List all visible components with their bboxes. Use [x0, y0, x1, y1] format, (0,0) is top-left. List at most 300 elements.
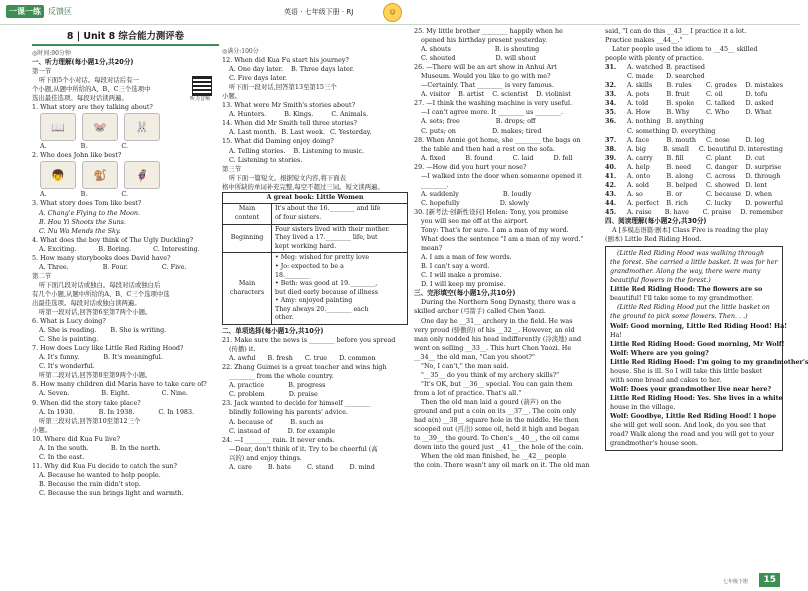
- question: 14. When did Mr Smith tell three stories?: [222, 119, 357, 128]
- option-choice[interactable]: A. so: [627, 189, 643, 198]
- option-choice[interactable]: C. danger: [706, 162, 738, 171]
- option-choice[interactable]: D. remember: [740, 207, 783, 216]
- cloze-line: Then the old man laid a gourd (葫芦) on the: [421, 397, 562, 406]
- option-choice[interactable]: C. showed: [706, 180, 740, 189]
- instruction-line: 小题。: [222, 92, 242, 101]
- option-b[interactable]: B.: [80, 142, 88, 151]
- part-label: 第一节: [32, 67, 52, 76]
- column-2: [222, 27, 408, 472]
- option[interactable]: C. In 1983.: [158, 407, 195, 416]
- options-row: [222, 128, 408, 137]
- question-cont: 兴的) and enjoy things.: [229, 453, 302, 462]
- option-row: [605, 117, 783, 126]
- question: 23. Jack wanted to decide for himself ________: [222, 399, 371, 408]
- option[interactable]: A. In 1930.: [39, 407, 75, 416]
- question: 4. What does the boy think of The Ugly Duckling?: [32, 235, 194, 244]
- play-line: Little Red Riding Hood: Good morning, Mr Wolf!: [610, 339, 785, 348]
- option[interactable]: B. fresh: [267, 354, 293, 363]
- option-choice[interactable]: B. rich: [666, 198, 688, 207]
- instruction-line: 听下面5个小对话。每段对话后有一: [39, 76, 139, 85]
- option-row: [605, 208, 783, 217]
- option[interactable]: B. Hou Yi Shoots the Suns.: [39, 217, 126, 226]
- option-choice[interactable]: B. along: [666, 171, 694, 180]
- option-choice[interactable]: A. watched: [627, 63, 664, 72]
- option[interactable]: B. She is writing.: [110, 326, 167, 335]
- qr-code-icon[interactable]: [192, 76, 212, 96]
- question: 24. —I ________ rain. It never ends.: [222, 435, 335, 444]
- option-b[interactable]: B.: [80, 190, 88, 199]
- option[interactable]: B. Last week.: [281, 128, 325, 137]
- reading-intro: A [多模态语篇·剧本] Class Five is reading the play: [612, 226, 769, 235]
- question: 21. Make sure the news is ________ before you spread: [222, 336, 396, 345]
- cloze-options: [605, 63, 783, 217]
- option[interactable]: B. Three days later.: [290, 65, 355, 74]
- option-choice[interactable]: C. grades: [705, 81, 737, 90]
- option[interactable]: C. instead of: [229, 426, 270, 435]
- table-text: kept working hard.: [275, 242, 337, 250]
- mascot-icon: ☺: [383, 3, 402, 22]
- question: 3. What story does Tom like best?: [32, 199, 142, 208]
- table-text: • Amy: enjoyed painting: [275, 297, 353, 305]
- option-choice[interactable]: A. carry: [627, 153, 653, 162]
- option[interactable]: D. common: [339, 354, 376, 363]
- option[interactable]: A. Telling stories.: [229, 146, 286, 155]
- instruction-line: 听下面一篇短文。根据短文内容,将下面表: [229, 173, 347, 182]
- question: 28. When Annie got home, she ________ the bags on: [414, 135, 581, 144]
- option-row: [605, 127, 783, 136]
- option[interactable]: D. slowly: [499, 198, 530, 207]
- option-number: 32.: [605, 81, 617, 90]
- option-choice[interactable]: A. told: [627, 99, 649, 108]
- option[interactable]: D. will shout: [495, 54, 537, 63]
- option-choice[interactable]: A. nothing: [627, 117, 661, 126]
- option-choice[interactable]: [746, 72, 783, 81]
- option[interactable]: A. Chang'e Flying to the Moon.: [39, 208, 140, 217]
- option[interactable]: C. shouted: [421, 54, 456, 63]
- question: 22. Zhang Guimei is a great teacher and wins high: [222, 363, 387, 372]
- option[interactable]: B. Kings.: [284, 110, 314, 119]
- option-choice[interactable]: A. raise: [627, 207, 652, 216]
- question: 6. What is Lucy doing?: [32, 317, 106, 326]
- mouse-picture-icon[interactable]: 🐭: [82, 113, 118, 141]
- question: 27. —I think the washing machine is very useful.: [414, 99, 573, 108]
- play-line: house. She is ill. So I will take this little basket: [610, 366, 763, 375]
- option-row: [605, 108, 783, 117]
- option-choice[interactable]: C. Who: [706, 108, 730, 117]
- blank-16-line[interactable]: It's about the 16.________ and life: [275, 205, 381, 213]
- row-content: [272, 253, 408, 325]
- option-choice[interactable]: [746, 117, 784, 126]
- options-row: [222, 354, 408, 363]
- part-label: 第三节: [222, 164, 242, 173]
- option[interactable]: D. for example: [287, 426, 336, 435]
- option[interactable]: A. fixed: [421, 153, 446, 162]
- option[interactable]: C. Listening to stories.: [229, 155, 303, 164]
- option[interactable]: C. hopefully: [421, 198, 460, 207]
- options-row: [414, 199, 602, 208]
- option[interactable]: C. puts; on: [421, 126, 456, 135]
- option[interactable]: C. Nine.: [161, 389, 188, 398]
- option-number: 45.: [605, 207, 617, 216]
- option[interactable]: A. Because he wanted to help people.: [39, 470, 161, 479]
- option[interactable]: D. mind: [349, 462, 375, 471]
- section-title: 三、完形填空(每小题1分,共10分): [414, 289, 516, 298]
- info-table: [222, 192, 408, 325]
- option-number: 43.: [605, 189, 617, 198]
- options-row: [222, 381, 408, 390]
- option-choice[interactable]: C. plant: [706, 153, 732, 162]
- option[interactable]: B. hate: [267, 462, 291, 471]
- option[interactable]: C. I will make a promise.: [421, 271, 502, 280]
- rabbit-picture-icon[interactable]: 🐰: [124, 113, 160, 141]
- option-choice[interactable]: B. anything: [666, 117, 704, 126]
- instruction-line: 出最佳选项。每段对话或独白读两遍。: [32, 298, 141, 307]
- question-cont: —I can't agree more. It ________ us ________.: [421, 108, 563, 117]
- option[interactable]: B. I can't say a word.: [421, 262, 490, 271]
- cloze-line: One day he __31__ archery in the field. He was: [421, 316, 573, 325]
- option[interactable]: B. is shouting: [494, 45, 540, 54]
- option[interactable]: B. Because the rain didn't stop.: [39, 479, 141, 488]
- option-choice[interactable]: C. nose: [706, 135, 730, 144]
- table-row: [223, 204, 408, 224]
- option-choice[interactable]: D. tofu: [745, 90, 768, 99]
- option-c[interactable]: C.: [121, 142, 129, 151]
- row-label: Main content: [223, 204, 272, 224]
- option[interactable]: B. In 1938.: [98, 407, 135, 416]
- question: 9. When did the story take place?: [32, 398, 141, 407]
- instruction-line: 选出最佳选项。每段对话读两遍。: [32, 94, 128, 103]
- option[interactable]: D. makes; tired: [491, 126, 542, 135]
- option-row: [605, 81, 783, 90]
- option-row: [605, 190, 783, 199]
- play-line: Little Red Riding Hood: The flowers are so: [610, 285, 763, 294]
- option-row: [605, 136, 783, 145]
- option[interactable]: A. Hunters.: [229, 110, 267, 119]
- option[interactable]: D. violinist: [536, 90, 571, 99]
- option[interactable]: C. problem: [229, 390, 265, 399]
- option-choice[interactable]: B. or: [666, 189, 683, 198]
- option-choice[interactable]: B. rules: [666, 81, 692, 90]
- option-a[interactable]: A.: [40, 142, 47, 151]
- option[interactable]: B. found: [465, 153, 493, 162]
- option[interactable]: B. In the north.: [110, 443, 161, 452]
- option-choice[interactable]: [751, 127, 783, 136]
- option[interactable]: C. true: [304, 354, 328, 363]
- option-row: [605, 72, 783, 81]
- table-text: • Meg: wished for pretty love: [275, 254, 370, 262]
- options-row: [414, 190, 602, 199]
- table-text: of four sisters.: [275, 213, 322, 221]
- instruction-line: 听第一段对话,回答第6至第7两个小题。: [39, 308, 152, 317]
- option-choice[interactable]: B. small: [662, 144, 689, 153]
- cloze-line: "__35__ do you think of my archery skills?": [421, 370, 560, 379]
- instruction-line: 个小题,从题中所给的A、B、C三个选项中: [32, 85, 151, 94]
- row-label: Main characters: [223, 253, 272, 325]
- section-title: 二、单项选择(每小题1分,共10分): [222, 327, 324, 336]
- blank-17-line[interactable]: They lived a 17.________ life, but: [275, 234, 378, 242]
- brand-logo: 一课一练: [6, 5, 44, 18]
- question: 30. [新考法·创新性设问] Helen: Tony, you promise: [414, 207, 569, 216]
- option[interactable]: A. She is reading.: [39, 326, 97, 335]
- option[interactable]: D. I will keep my promise.: [421, 280, 506, 289]
- option-choice[interactable]: C. talked: [706, 99, 735, 108]
- option[interactable]: B. Eight.: [101, 389, 130, 398]
- option-choice[interactable]: [707, 72, 744, 81]
- feedback-label: 反馈区: [48, 7, 72, 16]
- question-cont: you will see me off at the airport.: [421, 216, 529, 225]
- options-row: [414, 45, 602, 54]
- option-row: [605, 99, 783, 108]
- picture-options: [32, 160, 219, 190]
- option-number: [605, 72, 625, 81]
- option-choice[interactable]: A. face: [627, 135, 650, 144]
- options-row: [222, 463, 408, 472]
- row-content: [272, 224, 408, 253]
- section-title: 一、听力理解(每小题1分,共20分): [32, 58, 134, 67]
- option-choice[interactable]: D. lent: [745, 180, 767, 189]
- option-choice[interactable]: A. sold: [627, 180, 649, 189]
- question-cont: ________ from the whole country.: [229, 372, 334, 381]
- option-choice[interactable]: D. searched: [666, 72, 705, 81]
- option[interactable]: A. Exciting.: [39, 244, 77, 253]
- option[interactable]: B. Four.: [102, 262, 128, 271]
- cloze-line: very proud (骄傲的) of his __32__. However, an old: [414, 325, 575, 334]
- option[interactable]: A. Three.: [39, 262, 69, 271]
- question: 12. When did Kua Fu start his journey?: [222, 56, 349, 65]
- book-picture-icon[interactable]: 📖: [40, 113, 76, 141]
- option[interactable]: A. Last month.: [229, 128, 277, 137]
- option-choice[interactable]: D. What: [745, 108, 772, 117]
- question: 7. How does Lucy like Little Red Riding Hood?: [32, 344, 184, 353]
- option[interactable]: B. Listening to music.: [293, 146, 365, 155]
- option-row: [605, 90, 783, 99]
- question-cont: —Dear, don't think of it. Try to be cheerful (高: [229, 444, 378, 453]
- blank-20-line[interactable]: They always 20.________ each: [275, 305, 369, 313]
- table-title: A great book: Little Women: [223, 192, 408, 204]
- option[interactable]: C. Five.: [161, 262, 187, 271]
- question-cont: mean?: [421, 244, 443, 253]
- options-row: [32, 389, 219, 398]
- option[interactable]: A. One day later.: [229, 65, 283, 74]
- option-choice[interactable]: B. helped: [666, 180, 698, 189]
- option[interactable]: A. sets; free: [421, 117, 460, 126]
- instruction-line: 听下面一段对话,回答第13至第15三个: [229, 83, 337, 92]
- option-choice[interactable]: A. How: [627, 108, 651, 117]
- option-number: 42.: [605, 180, 617, 189]
- options-row: [222, 418, 408, 427]
- option[interactable]: C. laid: [512, 153, 534, 162]
- unit-title: 8 | Unit 8 综合能力测评卷: [32, 30, 219, 46]
- option-choice[interactable]: B. Why: [666, 108, 690, 117]
- option-choice[interactable]: [706, 117, 744, 126]
- options-row: [414, 90, 602, 99]
- option-row: [605, 154, 783, 163]
- question-cont: —I walked into the door when someone opened it: [421, 171, 582, 180]
- play-line: the forest. She carried a little basket. It was for her: [610, 258, 778, 267]
- option[interactable]: A. In the south.: [39, 443, 89, 452]
- option[interactable]: A. visitor: [421, 90, 451, 99]
- option[interactable]: A. It's funny.: [39, 353, 80, 362]
- play-line: Wolf: Good morning, Little Red Riding Hood! Ha!: [610, 321, 788, 330]
- question-cont: opened his birthday present yesterday.: [421, 36, 548, 45]
- play-line: (Little Red Riding Hood put the little basket on: [617, 303, 770, 312]
- option-choice[interactable]: A. perfect: [627, 198, 659, 207]
- option-choice[interactable]: B. need: [666, 162, 692, 171]
- option-choice[interactable]: D. everything: [671, 126, 716, 135]
- option[interactable]: B. Boring.: [98, 244, 132, 253]
- option[interactable]: C. Nu Wa Mends the Sky.: [39, 226, 121, 235]
- option-choice[interactable]: C. lucky: [705, 198, 732, 207]
- blank-19-line[interactable]: • Beth: was good at 19.________,: [275, 280, 378, 288]
- option-number: 37.: [605, 135, 617, 144]
- blank-18-line[interactable]: 18.________: [275, 271, 311, 279]
- option-choice[interactable]: B. fruit: [666, 90, 690, 99]
- option[interactable]: C. Animals.: [331, 110, 369, 119]
- option-row: [605, 199, 783, 208]
- question-cont: —Certainly. That ________ is very famous.: [421, 81, 554, 90]
- option-choice[interactable]: A. help: [627, 162, 650, 171]
- option-choice[interactable]: [746, 63, 783, 72]
- hero-picture-icon[interactable]: 🦸: [124, 161, 160, 189]
- boy-picture-icon[interactable]: 👦: [40, 161, 76, 189]
- cloze-line: "No, I can't," the man said.: [421, 361, 509, 370]
- play-line: beautiful! I'll take some to my grandmother.: [610, 294, 754, 303]
- footer-note: 七年级下册: [722, 579, 748, 585]
- option-choice[interactable]: C. praise: [702, 207, 732, 216]
- option-choice[interactable]: C. oil: [706, 90, 723, 99]
- option[interactable]: A. suddenly: [421, 189, 459, 198]
- option[interactable]: B. artist: [458, 90, 485, 99]
- option-number: 38.: [605, 144, 617, 153]
- option-choice[interactable]: D. cut: [745, 153, 765, 162]
- option-choice[interactable]: C. beautiful: [698, 144, 737, 153]
- option-choice[interactable]: B. spoke: [666, 99, 695, 108]
- question: 5. How many storybooks does David have?: [32, 253, 171, 262]
- table-text: Four sisters lived with their mother.: [275, 225, 390, 233]
- options-row: [32, 263, 219, 272]
- option-choice[interactable]: B. fill: [666, 153, 684, 162]
- option[interactable]: C. Because the sun brings light and warmth.: [39, 488, 184, 497]
- options-row: [414, 127, 602, 136]
- option-choice[interactable]: B. practised: [665, 63, 706, 72]
- option-choice[interactable]: B. mouth: [666, 135, 696, 144]
- options-row: [222, 110, 408, 119]
- play-line: beautiful flowers in the forest.): [610, 276, 711, 285]
- option[interactable]: D. praise: [288, 390, 318, 399]
- question-cont: (传播) it.: [229, 345, 256, 354]
- row-content: [272, 204, 408, 224]
- option-choice[interactable]: C. because: [706, 189, 742, 198]
- option-choice[interactable]: C. something: [627, 126, 670, 135]
- option[interactable]: C. Interesting.: [153, 244, 200, 253]
- option-choice[interactable]: D. asked: [745, 99, 774, 108]
- play-line: (Little Red Riding Hood was walking through: [617, 249, 765, 258]
- cloze-line: down into the gourd just __41__ the hole of the coin.: [414, 443, 584, 452]
- instruction-line: 听第二段对话,回答第8至第9两个小题。: [39, 371, 152, 380]
- option[interactable]: B. It's meaningful.: [103, 353, 163, 362]
- option[interactable]: A. practice: [229, 381, 265, 390]
- option-a[interactable]: A.: [40, 190, 47, 199]
- cloze-line: "It's OK, but __36__ special. You can gain them: [421, 379, 573, 388]
- option[interactable]: A. I am a man of few words.: [421, 253, 512, 262]
- option-choice[interactable]: D. leg: [745, 135, 765, 144]
- cloze-line: people with plenty of practice.: [605, 54, 704, 63]
- option-number: 40.: [605, 162, 617, 171]
- option[interactable]: B. such as: [290, 417, 324, 426]
- option-choice[interactable]: C. made: [627, 72, 654, 81]
- option-choice[interactable]: D. surprise: [745, 162, 782, 171]
- option[interactable]: C. stand: [306, 462, 334, 471]
- option[interactable]: D. fell: [553, 153, 573, 162]
- option-number: 44.: [605, 198, 617, 207]
- option[interactable]: C. Five days later.: [229, 74, 288, 83]
- play-line: Ha!: [610, 330, 622, 339]
- option-choice[interactable]: A. pots: [627, 90, 650, 99]
- option[interactable]: A. awful: [229, 354, 256, 363]
- option[interactable]: B. loudly: [502, 189, 532, 198]
- option-row: [605, 145, 783, 154]
- instruction-line: 听下面几段对话或独白。每段对话或独白后: [39, 280, 161, 289]
- option-number: 41.: [605, 171, 617, 180]
- option-choice[interactable]: B. have: [664, 207, 689, 216]
- options-row: [222, 147, 408, 156]
- option[interactable]: B. drops; off: [495, 117, 536, 126]
- option[interactable]: C. scientist: [492, 90, 529, 99]
- column-3: [414, 27, 602, 470]
- option[interactable]: A. shouts: [421, 45, 451, 54]
- play-line: Little Red Riding Hood: I'm going to my grandmother's: [610, 357, 808, 366]
- option-row: [605, 172, 783, 181]
- option-choice[interactable]: D. through: [745, 171, 781, 180]
- column-1: [32, 27, 219, 498]
- option-choice[interactable]: C. across: [706, 171, 736, 180]
- full-score: ◎满分:100分: [222, 48, 259, 55]
- option-choice[interactable]: D. when: [745, 189, 772, 198]
- option[interactable]: A. because of: [229, 417, 273, 426]
- options-row: [32, 444, 219, 453]
- question: 10. Where did Kua Fu live?: [32, 434, 120, 443]
- question: 8. How many children did Maria have to take care of?: [32, 380, 207, 389]
- monkey-picture-icon[interactable]: 🐒: [82, 161, 118, 189]
- option[interactable]: C. She is painting.: [39, 335, 99, 344]
- option-number: [605, 127, 625, 136]
- option[interactable]: A. Seven.: [39, 389, 70, 398]
- play-line: grandmother. Along the way, there were many: [610, 267, 761, 276]
- option-choice[interactable]: A. skills: [627, 81, 653, 90]
- cloze-line: When the old man finished, he __42__ people: [421, 452, 567, 461]
- picture-options: [32, 112, 219, 142]
- option-row: [605, 63, 783, 72]
- option[interactable]: C. It's wonderful.: [39, 362, 95, 371]
- option-choice[interactable]: D. powerful: [745, 198, 783, 207]
- option-choice[interactable]: D. interesting: [738, 144, 783, 153]
- option-choice[interactable]: [717, 127, 749, 136]
- option-c[interactable]: C.: [121, 190, 129, 199]
- option-choice[interactable]: [707, 63, 744, 72]
- option[interactable]: C. Yesterday.: [330, 128, 372, 137]
- option[interactable]: B. progress: [288, 381, 326, 390]
- play-line: with some bread and cakes to her.: [610, 375, 722, 384]
- option[interactable]: A. care: [229, 462, 252, 471]
- option-choice[interactable]: D. mistakes: [745, 81, 783, 90]
- question-cont: blindly following his parents' advice.: [229, 408, 348, 417]
- option[interactable]: C. In the east.: [39, 452, 85, 461]
- option-number: 33.: [605, 90, 617, 99]
- option-letters: [32, 190, 219, 199]
- option-choice[interactable]: A. big: [627, 144, 646, 153]
- cloze-line: went on selling __33__. This hurt Chen Yaozi. He: [414, 343, 572, 352]
- option-choice[interactable]: A. onto: [627, 171, 651, 180]
